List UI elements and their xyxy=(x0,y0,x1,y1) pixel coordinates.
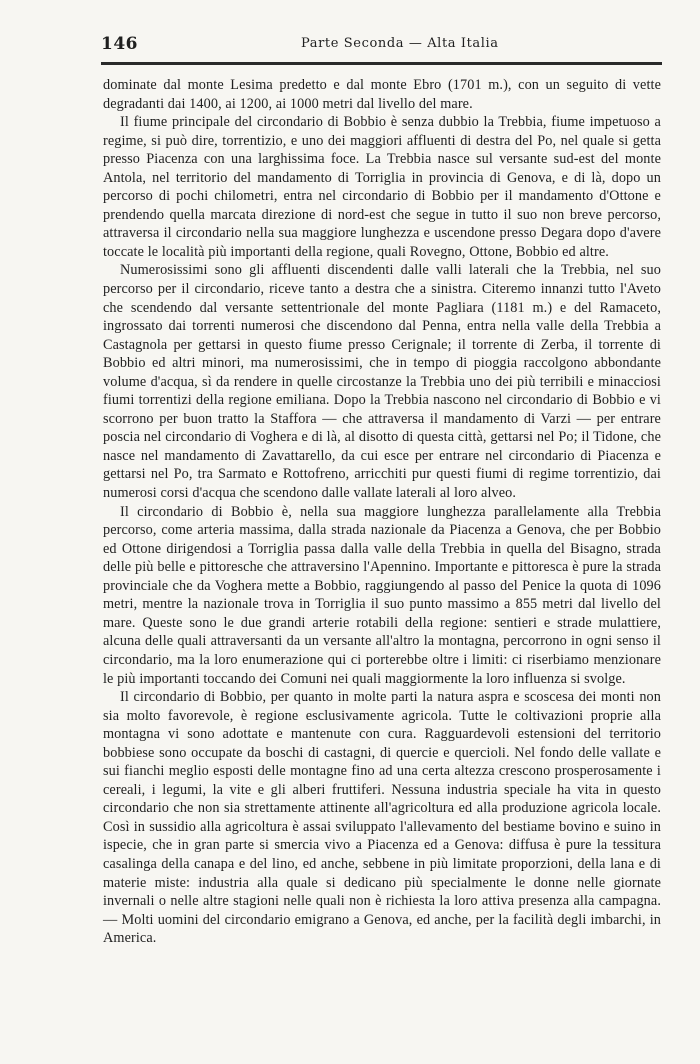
header-rule xyxy=(101,62,662,65)
paragraph-roads: Il circondario di Bobbio è, nella sua maggiore lunghezza parallelamente alla Trebbia percorso, come arteria massima, dalla strada nazionale da Piacenza a Genova, che per Bobbio ed Ottone dirigendosi a Torriglia passa dalla valle della Trebbia in quella del Bisagno, strada delle più belle e pittoresche che attraversino l'Apennino. Importante e pittoresca è pure la strada provinciale che da Voghera mette a Bobbio, raggiungendo al passo del Penice la quota di 1096 metri, mentre la nazionale trova in Torriglia il suo punto massimo a 855 metri dal livello del mare. Queste sono le due grandi arterie rotabili della regione: sentieri e strade mulattiere, alcuna delle quali attraversanti da un versante all'altro la montagna, percorrono in ogni senso il circondario, ma la loro enumerazione qui ci porterebbe oltre i limiti: ci riserbiamo menzionare le più importanti toccando dei Comuni nei quali maggiormente la loro influenza si svolge. xyxy=(103,503,661,687)
paragraph-tributaries: Numerosissimi sono gli affluenti discendenti dalle valli laterali che la Trebbia, nel suo percorso per il circondario, riceve tanto a destra che a sinistra. Citeremo innanzi tutto l'Aveto che scendendo dal versante settentrionale del monte Pagliara (1181 m.) e del Ramaceto, ingrossato dai torrenti numerosi che discendono dal Penna, entra nella valle della Trebbia a Castagnola per gettarsi in questo fiume presso Cerignale; il torrente di Zerba, il torrente di Bobbio ed altri minori, ma numerosissimi, che in tempo di pioggia raccolgono abbondante volume d'acqua, sì da rendere in quelle circostanze la Trebbia uno dei più terribili e minacciosi fiumi torrentizi della regione emiliana. Dopo la Trebbia nascono nel circondario di Bobbio e vi scorrono per buon tratto la Staffora — che attraversa il mandamento di Varzi — per entrare poscia nel circondario di Voghera e di là, al disotto di questa città, gettarsi nel Po; il Tidone, che nasce nel mandamento di Zavattarello, da cui esce per entrare nel circondario di Piacenza e gettarsi nel Po, tra Sarmato e Rottofreno, arricchiti pur questi fiumi di regime torrentizio, dai numerosi corsi d'acqua che scendono dalle vallate laterali al loro alveo. xyxy=(103,262,661,502)
paragraph-agriculture: Il circondario di Bobbio, per quanto in molte parti la natura aspra e scoscesa dei monti non sia molto favorevole, è regione esclusivamente agricola. Tutte le coltivazioni proprie alla montagna vi sono adottate e mantenute con cura. Ragguardevoli estensioni del territorio bobbiese sono occupate da boschi di castagni, di quercie e quercioli. Nel fondo delle vallate e sui fianchi meglio esposti delle montagne fino ad una certa altezza crescono prosperosamente i cereali, i legumi, la vite e gli alberi fruttiferi. Nessuna industria speciale ha vita in questo circondario che non sia strettamente attinente all'agricoltura ed alla produzione agricola locale. Così in sussidio alla agricoltura è assai sviluppato l'allevamento del bestiame bovino e suino in ispecie, che in gran parte si smercia vivo a Piacenza ed a Genova: diffusa è pure la tessitura casalinga della canapa e del lino, ed anche, sebbene in più limitate proporzioni, della lana e di materie miste: industria alla quale si dedicano più specialmente le donne nelle giornate invernali o nelle altre stagioni nelle quali non è richiesta la loro attiva presenza alla campagna. — Molti uomini del circondario emigrano a Genova, ed anche, per la facilità degli imbarchi, in America. xyxy=(103,689,661,947)
running-head: Parte Seconda — Alta Italia xyxy=(301,36,499,51)
paragraph-continuation: dominate dal monte Lesima predetto e dal monte Ebro (1701 m.), con un seguito di vette degradanti dai 1400, ai 1200, ai 1000 metri dal livello del mare. xyxy=(103,77,661,112)
page-number: 146 xyxy=(101,34,138,54)
paragraph-trebbia-river: Il fiume principale del circondario di Bobbio è senza dubbio la Trebbia, fiume impetuoso a regime, si può dire, torrentizio, e uno dei maggiori affluenti di destra del Po, nel quale si getta presso Piacenza con una larghissima foce. La Trebbia nasce sul versante sud-est del monte Antola, nel territorio del mandamento di Torriglia in provincia di Genova, e di là, dopo un percorso di pochi chilometri, entra nel circondario di Bobbio per il mandamento d'Ottone e prendendo quella marcata direzione di nord-est che segue in tutto il suo non breve percorso, attraversa il circondario nella sua maggiore lunghezza e uscendone presso Degara dopo d'avere toccate le località più importanti della regione, quali Rovegno, Ottone, Bobbio ed altre. xyxy=(103,114,661,260)
body-text xyxy=(103,76,661,948)
page-header xyxy=(101,34,661,52)
